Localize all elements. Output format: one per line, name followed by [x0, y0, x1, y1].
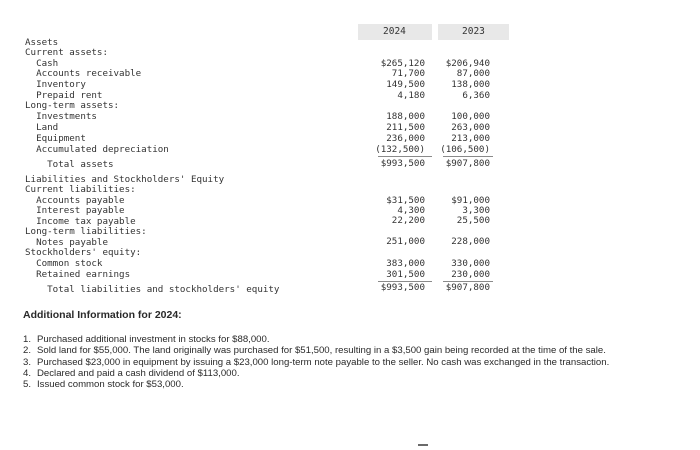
- additional-info-title: Additional Information for 2024:: [23, 309, 182, 321]
- row-label: Notes payable: [25, 237, 108, 248]
- value-2024: $993,500: [380, 158, 425, 169]
- row-label: Accounts receivable: [25, 68, 142, 79]
- list-item: [23, 345, 683, 356]
- row-label: Common stock: [25, 258, 103, 269]
- row-label: Current liabilities:: [25, 184, 136, 195]
- row-label: Prepaid rent: [25, 90, 103, 101]
- row-label: Stockholders' equity:: [25, 247, 142, 258]
- value-2024: 4,180: [397, 90, 425, 101]
- column-header-2024: 2024: [383, 26, 406, 37]
- item-number: 5.: [23, 379, 32, 391]
- value-2023: $91,000: [451, 195, 490, 206]
- item-text: Purchased $23,000 in equipment by issuing a $23,000 long-term note payable to the seller. No cash was exchanged in the transaction.: [37, 356, 610, 368]
- total-rule-2023: [443, 156, 493, 157]
- value-2023: 87,000: [456, 68, 490, 79]
- value-2023: 230,000: [451, 269, 490, 280]
- row-label: Assets: [25, 37, 59, 48]
- row-label: Long-term assets:: [25, 100, 120, 111]
- list-item: [23, 334, 683, 345]
- value-2024: $993,500: [380, 282, 425, 293]
- item-number: 4.: [23, 367, 32, 379]
- list-item: [23, 368, 683, 379]
- item-text: Declared and paid a cash dividend of $113,000.: [37, 367, 240, 379]
- value-2024: 188,000: [386, 111, 425, 122]
- value-2023: 213,000: [451, 133, 490, 144]
- value-2024: 236,000: [386, 133, 425, 144]
- list-item: [23, 357, 683, 368]
- value-2023: $206,940: [445, 58, 490, 69]
- value-2024: 149,500: [386, 79, 425, 90]
- value-2024: 71,700: [391, 68, 425, 79]
- value-2024: 383,000: [386, 258, 425, 269]
- row-label: Cash: [25, 58, 59, 69]
- additional-info-list: [23, 334, 683, 390]
- value-2024: 4,300: [397, 205, 425, 216]
- row-label: Land: [25, 122, 59, 133]
- total-rule-2024: [378, 156, 432, 157]
- value-2024: $265,120: [380, 58, 425, 69]
- value-2023: 25,500: [456, 215, 490, 226]
- row-label: Interest payable: [25, 205, 125, 216]
- value-2023: 100,000: [451, 111, 490, 122]
- item-text: Issued common stock for $53,000.: [37, 379, 184, 391]
- row-label: Equipment: [25, 133, 86, 144]
- row-label: Inventory: [25, 79, 86, 90]
- row-label: Liabilities and Stockholders' Equity: [25, 174, 225, 185]
- item-number: 2.: [23, 345, 32, 357]
- more-dots-icon[interactable]: [418, 444, 428, 446]
- row-label: Accounts payable: [25, 195, 125, 206]
- value-2023: (106,500): [440, 144, 490, 155]
- row-label: Income tax payable: [25, 216, 136, 227]
- value-2024: 251,000: [386, 236, 425, 247]
- value-2023: 330,000: [451, 258, 490, 269]
- row-label: Total assets: [25, 159, 114, 170]
- item-text: Purchased additional investment in stocks for $88,000.: [37, 334, 270, 345]
- item-number: 3.: [23, 356, 32, 368]
- value-2024: 22,200: [391, 215, 425, 226]
- value-2023: 228,000: [451, 236, 490, 247]
- value-2024: (132,500): [375, 144, 425, 155]
- row-label: Current assets:: [25, 47, 108, 58]
- value-2023: 263,000: [451, 122, 490, 133]
- row-label: Retained earnings: [25, 269, 131, 280]
- value-2023: $907,800: [445, 158, 490, 169]
- value-2024: 211,500: [386, 122, 425, 133]
- column-header-2023: 2023: [462, 26, 485, 37]
- value-2024: $31,500: [386, 195, 425, 206]
- item-text: Sold land for $55,000. The land originally was purchased for $51,500, resulting in a $3,500 gain being recorded at the time of the sale.: [37, 345, 606, 357]
- row-label: Accumulated depreciation: [25, 144, 169, 155]
- value-2023: 138,000: [451, 79, 490, 90]
- value-2024: 301,500: [386, 269, 425, 280]
- value-2023: $907,800: [445, 282, 490, 293]
- list-item: [23, 379, 683, 390]
- value-2023: 6,360: [462, 90, 490, 101]
- row-label: Long-term liabilities:: [25, 226, 147, 237]
- value-2023: 3,300: [462, 205, 490, 216]
- item-number: 1.: [23, 334, 32, 345]
- row-label: Investments: [25, 111, 97, 122]
- row-label: Total liabilities and stockholders' equity: [25, 284, 280, 295]
